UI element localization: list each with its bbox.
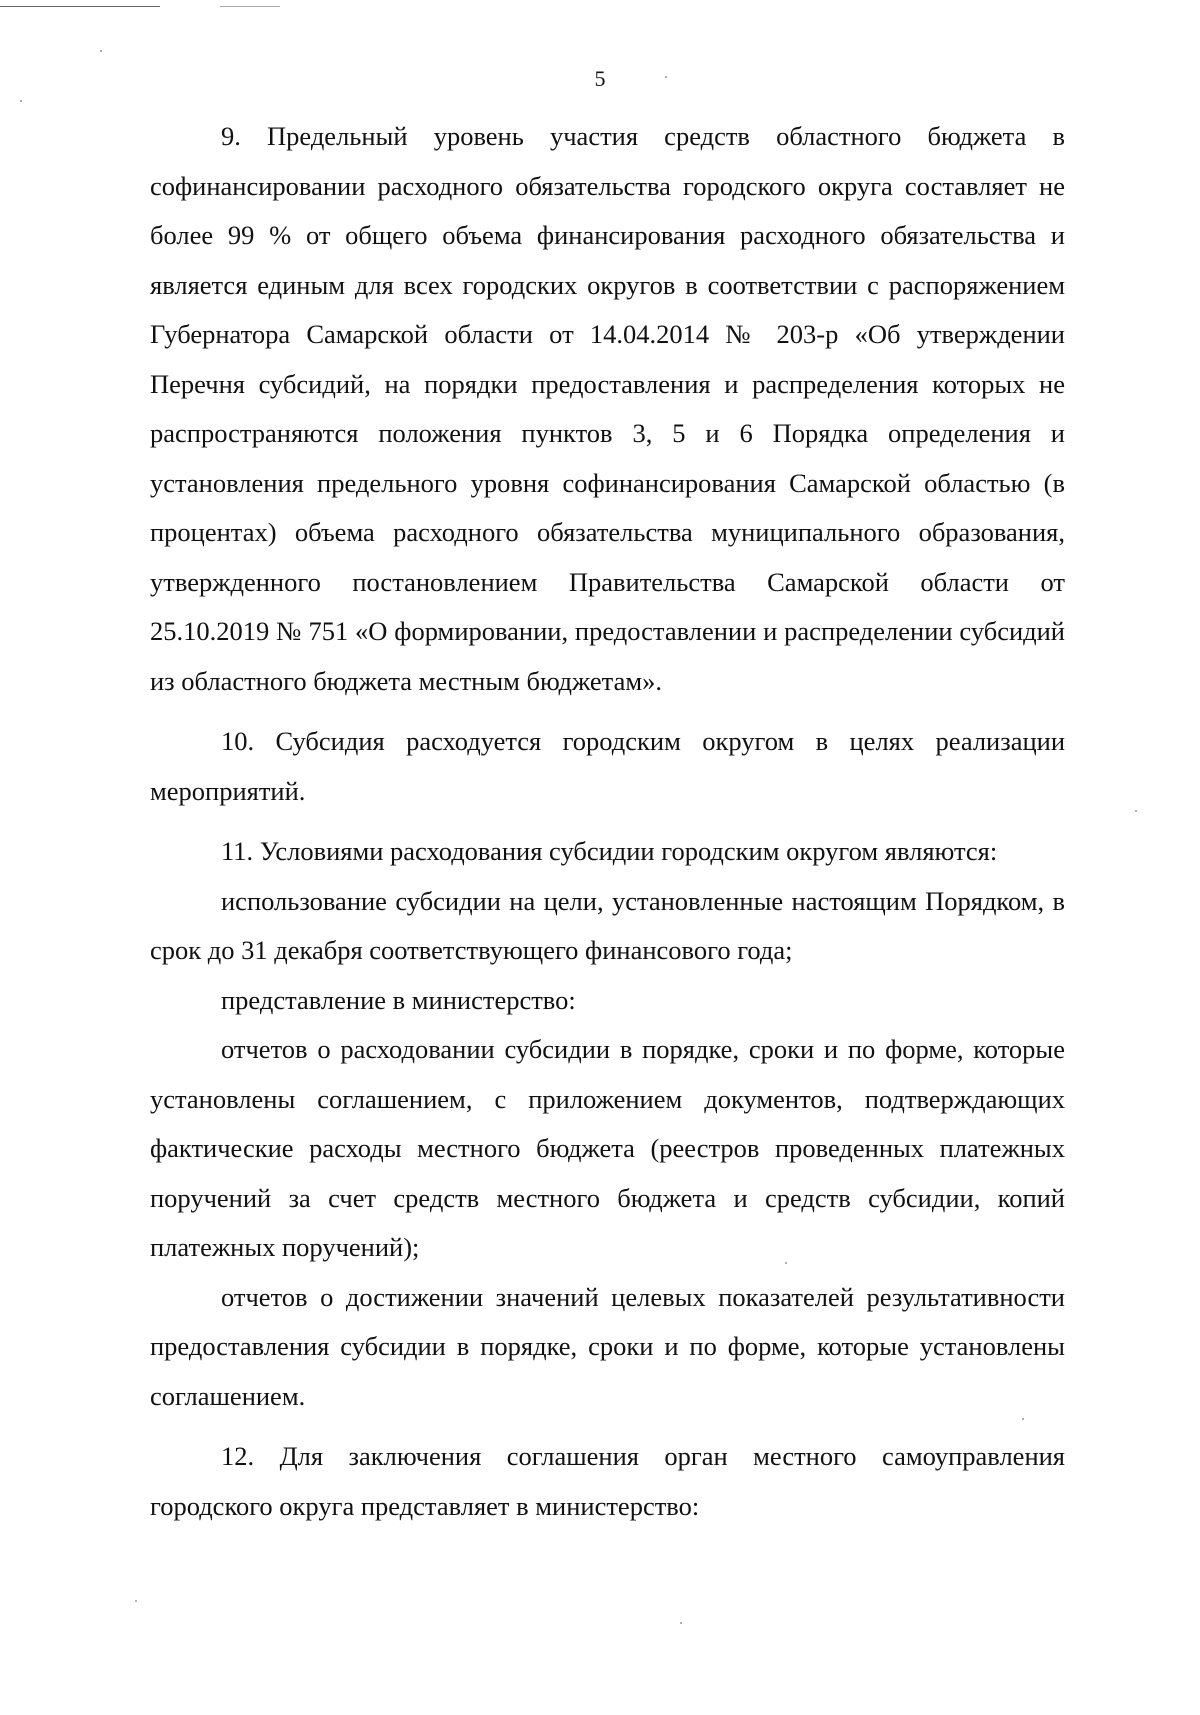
scan-speck [20,100,22,102]
paragraph-12: 12. Для заключения соглашения орган местного самоуправления городского округа представляет в министерство: [150,1441,1065,1521]
paragraph-9: 9. Предельный уровень участия средств областного бюджета в софинансировании расходного обязательства городского округа составляет не более 99 % от общего объема финансирования расходного обязательства и является единым для всех городских округов в соответствии с распоряжением Губернатора Самарской области от 14.04.2014 № 203-р «Об утверждении Перечня субсидий, на порядки предоставления и распределения которых не распространяются положения пунктов 3, 5 и 6 Порядка определения и установления предельного уровня софинансирования Самарской областью (в процентах) объема расходного обязательства муниципального образования, утвержденного постановлением Правительства Самарской области от 25.10.2019 № 751 «О формировании, предоставлении и распределении субсидий из областного бюджета местным бюджетам». [150,121,1065,696]
paragraph-11-subitem-target-reports: отчетов о достижении значений целевых показателей результативности предоставления субсидии в порядке, сроки и по форме, которые установлены соглашением. [150,1281,1065,1411]
scan-speck [100,50,102,52]
paragraph-11-item-submission: представление в министерство: [221,984,576,1015]
scan-speck [135,1600,137,1602]
paragraph-11: 11. Условиями расходования субсидии городским округом являются: [221,836,998,866]
paragraph-11-subitem-expense-reports: отчетов о расходовании субсидии в порядке, сроки и по форме, которые установлены соглашением, с приложением документов, подтверждающих фактические расходы местного бюджета (реестров проведенных платежных поручений за счет средств местного бюджета и средств субсидии, копий платежных поручений); [150,1034,1065,1262]
scan-speck [1135,810,1137,812]
paragraph-11-item-usage: использование субсидии на цели, установленные настоящим Порядком, в срок до 31 декабря соответствующего финансового года; [150,885,1065,965]
scan-mark-left [0,6,160,7]
scan-speck [665,76,667,78]
scan-speck [785,1262,787,1264]
page-number: 5 [594,66,606,91]
scan-mark-right [220,6,280,7]
document-body [150,112,1065,1542]
scan-speck [680,1622,682,1624]
paragraph-10: 10. Субсидия расходуется городским округом в целях реализации мероприятий. [150,726,1065,806]
scan-speck [1022,1418,1024,1420]
